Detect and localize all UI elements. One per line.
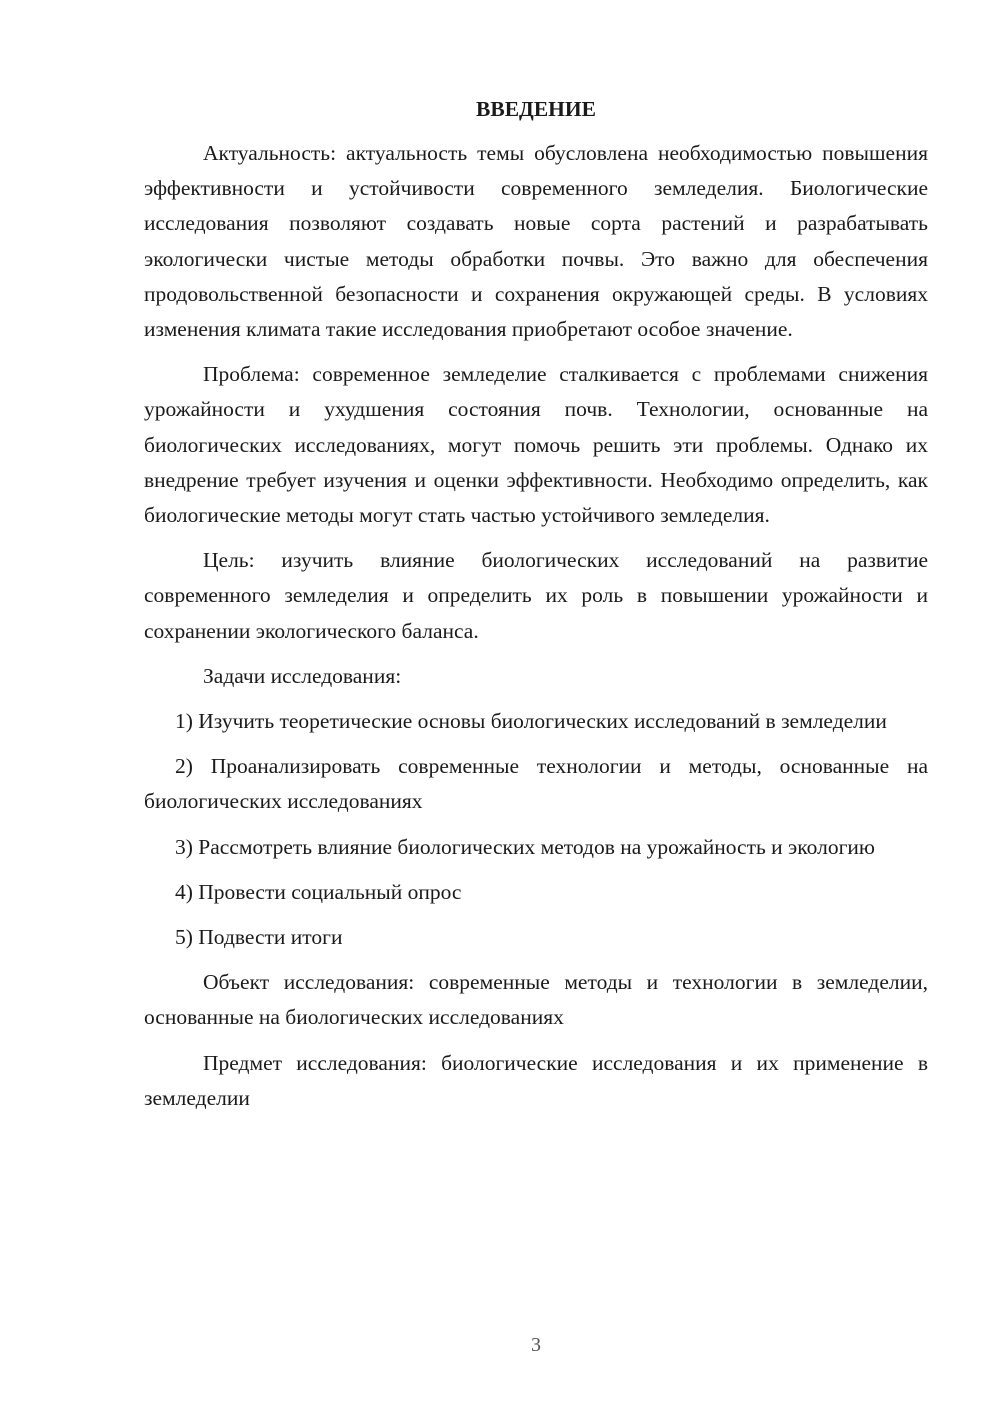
tasks-heading: Задачи исследования:: [203, 663, 402, 688]
task-item-3: 3) Рассмотреть влияние биологических методов на урожайность и экологию: [175, 834, 875, 859]
page-number: 3: [531, 1334, 541, 1356]
object-paragraph: Объект исследования: современные методы и технологии в земледелии, основанные на биологических исследованиях: [144, 970, 928, 1030]
subject-paragraph: Предмет исследования: биологические исследования и их применение в земледелии: [144, 1050, 928, 1110]
task-item-4: 4) Провести социальный опрос: [175, 879, 462, 904]
document-page: [144, 90, 928, 1126]
goal-paragraph: Цель: изучить влияние биологических исследований на развитие современного земледелия и определить их роль в повышении урожайности и сохранении экологического баланса.: [144, 548, 928, 643]
relevance-paragraph: Актуальность: актуальность темы обусловлена необходимостью повышения эффективности и устойчивости современного земледелия. Биологические исследования позволяют создавать новые сорта растений и разрабатывать экологически чистые методы обработки почвы. Это важно для обеспечения продовольственной безопасности и сохранения окружающей среды. В условиях изменения климата такие исследования приобретают особое значение.: [144, 141, 928, 342]
task-item-5: 5) Подвести итоги: [175, 925, 343, 950]
problem-paragraph: Проблема: современное земледелие сталкивается с проблемами снижения урожайности и ухудшения состояния почв. Технологии, основанные на биологических исследованиях, могут помочь решить эти проблемы. Однако их внедрение требует изучения и оценки эффективности. Необходимо определить, как биологические методы могут стать частью устойчивого земледелия.: [144, 362, 928, 528]
task-item-1: 1) Изучить теоретические основы биологических исследований в земледелии: [175, 709, 887, 734]
page-title: ВВЕДЕНИЕ: [476, 97, 596, 121]
task-item-2: 2) Проанализировать современные технологии и методы, основанные на биологических исследованиях: [144, 754, 928, 814]
